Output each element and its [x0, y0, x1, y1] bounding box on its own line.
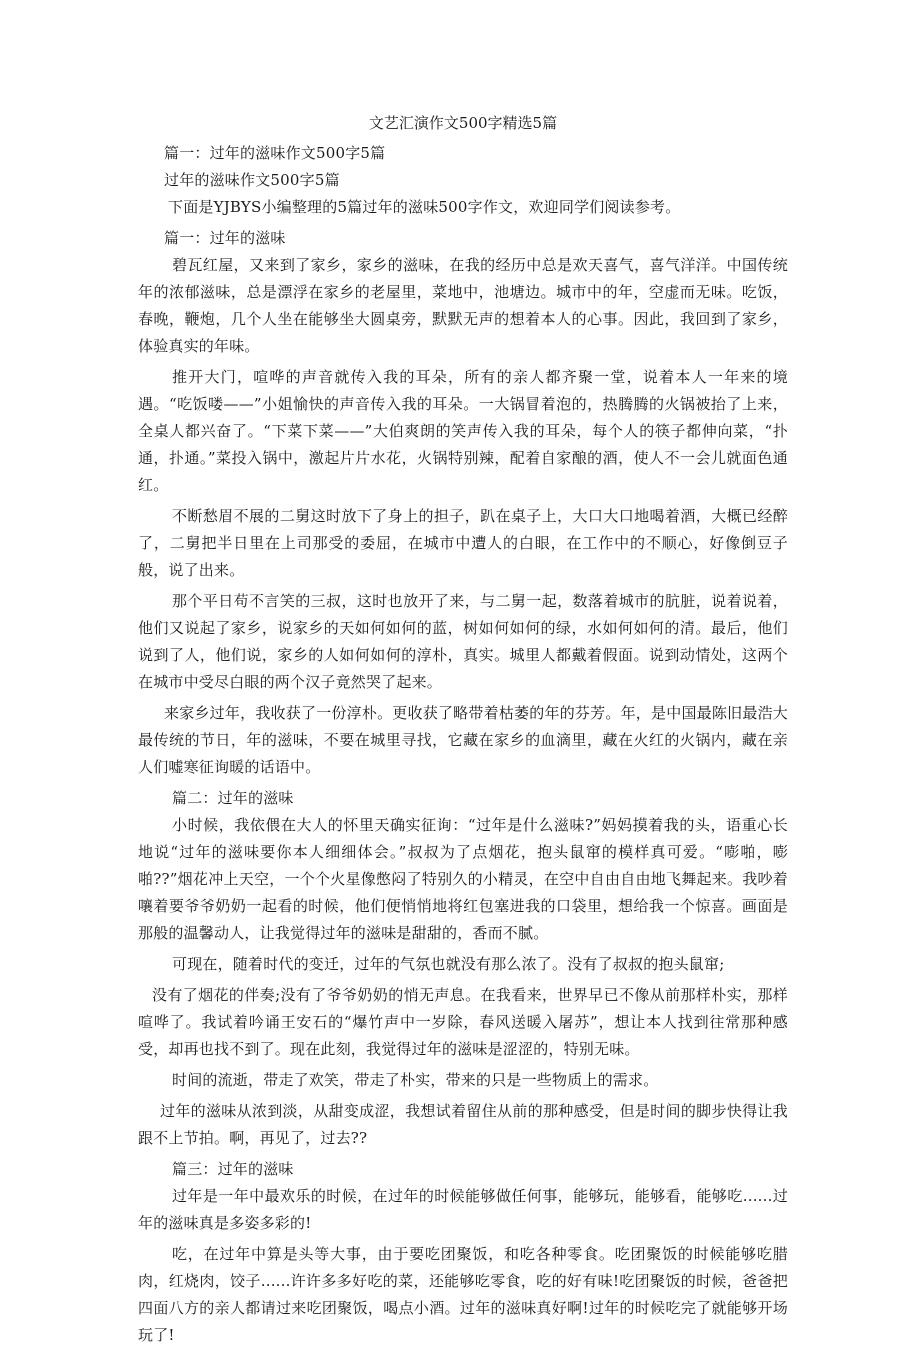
section-heading: 篇二：过年的滋味 [172, 789, 294, 807]
paragraph: 不断愁眉不展的二舅这时放下了身上的担子，趴在桌子上，大口大口地喝着酒，大概已经醉了，二舅把半日里在上司那受的委屈，在城市中遭人的白眼，在工作中的不顺心，好像倒豆子般，说了出来。 [138, 507, 788, 579]
paragraph: 过年的滋味从浓到淡，从甜变成涩，我想试着留住从前的那种感受，但是时间的脚步快得让我跟不上节拍。啊，再见了，过去?? [138, 1102, 788, 1147]
section-heading: 篇三：过年的滋味 [172, 1160, 294, 1178]
paragraph: 时间的流逝，带走了欢笑，带走了朴实，带来的只是一些物质上的需求。 [172, 1071, 659, 1089]
paragraph: 过年是一年中最欢乐的时候，在过年的时候能够做任何事，能够玩，能够看，能够吃......过年的滋味真是多姿多彩的! [138, 1187, 788, 1232]
paragraph: 下面是YJBYS小编整理的5篇过年的滋味500字作文，欢迎同学们阅读参考。 [168, 198, 681, 216]
paragraph: 吃，在过年中算是头等大事，由于要吃团聚饭，和吃各种零食。吃团聚饭的时候能够吃腊肉，红烧肉，饺子......许许多多好吃的菜，还能够吃零食，吃的好有味!吃团聚饭的时候，爸爸把四面八方的亲人都请过来吃团聚饭，喝点小酒。过年的滋味真好啊!过年的时候吃完了就能够开场玩了! [138, 1245, 788, 1344]
section-heading: 过年的滋味作文500字5篇 [164, 171, 340, 189]
paragraph: 没有了烟花的伴奏;没有了爷爷奶奶的悄无声息。在我看来，世界早已不像从前那样朴实，那样喧哗了。我试着吟诵王安石的“爆竹声中一岁除，春风送暖入屠苏”，想让本人找到往常那种感受，却再也找不到了。现在此刻，我觉得过年的滋味是涩涩的，特别无味。 [138, 986, 788, 1058]
paragraph: 碧瓦红屋，又来到了家乡，家乡的滋味，在我的经历中总是欢天喜气，喜气洋洋。中国传统年的浓郁滋味，总是漂浮在家乡的老屋里，菜地中，池塘边。城市中的年，空虚而无味。吃饭，春晚，鞭炮，几个人坐在能够坐大圆桌旁，默默无声的想着本人的心事。因此，我回到了家乡，体验真实的年味。 [138, 256, 788, 355]
section-heading: 篇一：过年的滋味 [164, 229, 286, 247]
paragraph: 推开大门，喧哗的声音就传入我的耳朵，所有的亲人都齐聚一堂，说着本人一年来的境遇。“吃饭喽——”小姐愉快的声音传入我的耳朵。一大锅冒着泡的，热腾腾的火锅被抬了上来，全桌人都兴奋了。“下菜下菜——”大伯爽朗的笑声传入我的耳朵，每个人的筷子都伸向菜，“扑通，扑通。”菜投入锅中，激起片片水花，火锅特别辣，配着自家酿的酒，使人不一会儿就面色通红。 [138, 368, 788, 494]
document-title: 文艺汇演作文500字精选5篇 [368, 114, 558, 132]
paragraph: 小时候，我依偎在大人的怀里天确实征询：“过年是什么滋味?”妈妈摸着我的头，语重心长地说“过年的滋味要你本人细细体会。”叔叔为了点烟花，抱头鼠窜的模样真可爱。“嘭啪，嘭啪??”烟花冲上天空，一个个火星像憋闷了特别久的小精灵，在空中自由自由地飞舞起来。我吵着嚷着要爷爷奶奶一起看的时候，他们便悄悄地将红包塞进我的口袋里，想给我一个惊喜。画面是那般的温馨动人，让我觉得过年的滋味是甜甜的，香而不腻。 [138, 816, 788, 942]
section-heading: 篇一：过年的滋味作文500字5篇 [164, 144, 386, 162]
document-page [138, 110, 788, 1353]
paragraph: 来家乡过年，我收获了一份淳朴。更收获了略带着枯萎的年的芬芳。年，是中国最陈旧最浩大最传统的节日，年的滋味，不要在城里寻找，它藏在家乡的血滴里，藏在火红的火锅内，藏在亲人们嘘寒征询暖的话语中。 [138, 704, 788, 776]
paragraph: 可现在，随着时代的变迁，过年的气氛也就没有那么浓了。没有了叔叔的抱头鼠窜; [172, 955, 725, 973]
document-body [138, 140, 788, 1349]
paragraph: 那个平日苟不言笑的三叔，这时也放开了来，与二舅一起，数落着城市的肮脏，说着说着，他们又说起了家乡，说家乡的天如何如何的蓝，树如何如何的绿，水如何如何的清。最后，他们说到了人，他们说，家乡的人如何如何的淳朴，真实。城里人都戴着假面。说到动情处，这两个在城市中受尽白眼的两个汉子竟然哭了起来。 [138, 592, 788, 691]
